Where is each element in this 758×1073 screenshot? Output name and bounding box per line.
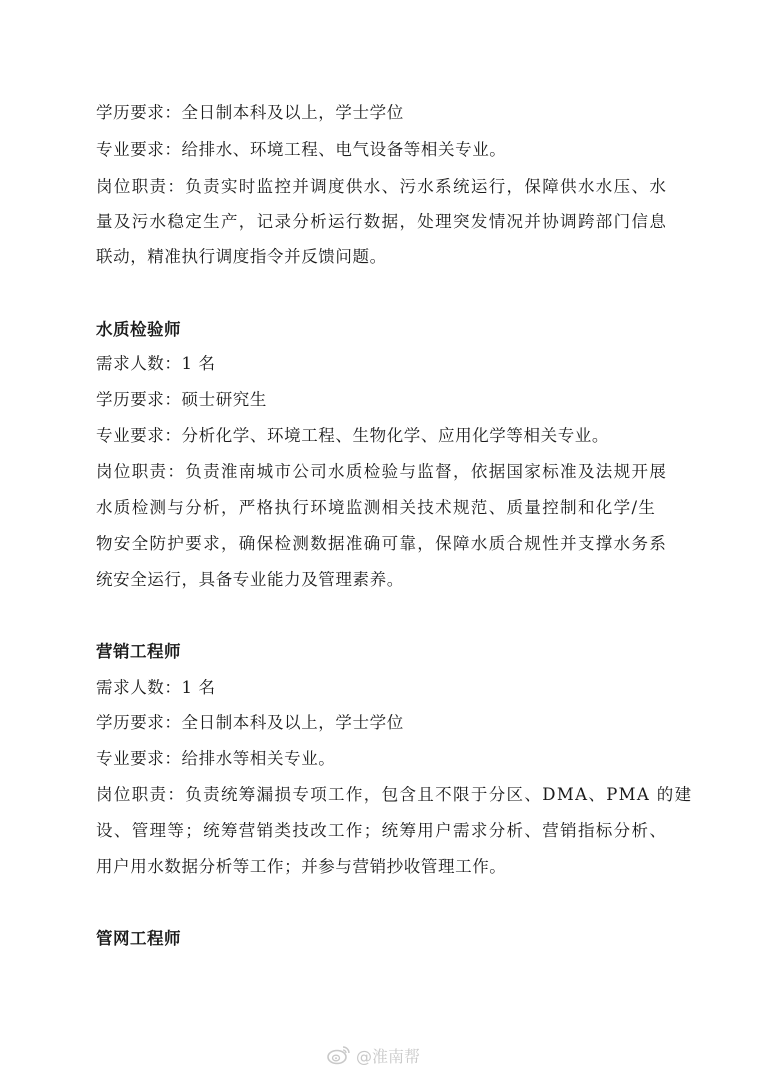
- major-requirement: 专业要求：给排水、环境工程、电气设备等相关专业。: [96, 140, 507, 159]
- watermark: [326, 1043, 420, 1067]
- duty-line: 量及污水稳定生产，记录分析运行数据，处理突发情况并协调跨部门信息: [96, 212, 668, 231]
- headcount: 需求人数：1 名: [96, 678, 216, 697]
- major-requirement: 专业要求：给排水等相关专业。: [96, 749, 336, 768]
- watermark-text: @淮南帮: [356, 1046, 421, 1066]
- education-requirement: 学历要求：全日制本科及以上，学士学位: [96, 103, 404, 122]
- duty-line: 用户用水数据分析等工作；并参与营销抄收管理工作。: [96, 857, 507, 876]
- weibo-icon: [326, 1044, 352, 1066]
- duty-line: 水质检测与分析，严格执行环境监测相关技术规范、质量控制和化学/生: [96, 498, 657, 517]
- duty-line: 联动，精准执行调度指令并反馈问题。: [96, 247, 387, 266]
- duty-line: 岗位职责：负责实时监控并调度供水、污水系统运行，保障供水水压、水: [96, 177, 668, 196]
- duty-line: 岗位职责：负责统筹漏损专项工作，包含且不限于分区、DMA、PMA 的建: [96, 785, 693, 804]
- duty-line: 物安全防护要求，确保检测数据准确可靠，保障水质合规性并支撑水务系: [96, 534, 668, 553]
- education-requirement: 学历要求：全日制本科及以上，学士学位: [96, 713, 404, 732]
- headcount: 需求人数：1 名: [96, 354, 216, 373]
- section-title: 管网工程师: [96, 929, 181, 948]
- duty-line: 统安全运行，具备专业能力及管理素养。: [96, 570, 404, 589]
- duty-line: 设、管理等；统筹营销类技改工作；统筹用户需求分析、营销指标分析、: [96, 821, 668, 840]
- section-title: 营销工程师: [96, 642, 181, 661]
- education-requirement: 学历要求：硕士研究生: [96, 390, 267, 409]
- major-requirement: 专业要求：分析化学、环境工程、生物化学、应用化学等相关专业。: [96, 426, 609, 445]
- duty-line: 岗位职责：负责淮南城市公司水质检验与监督，依据国家标准及法规开展: [96, 462, 668, 481]
- section-title: 水质检验师: [96, 320, 181, 339]
